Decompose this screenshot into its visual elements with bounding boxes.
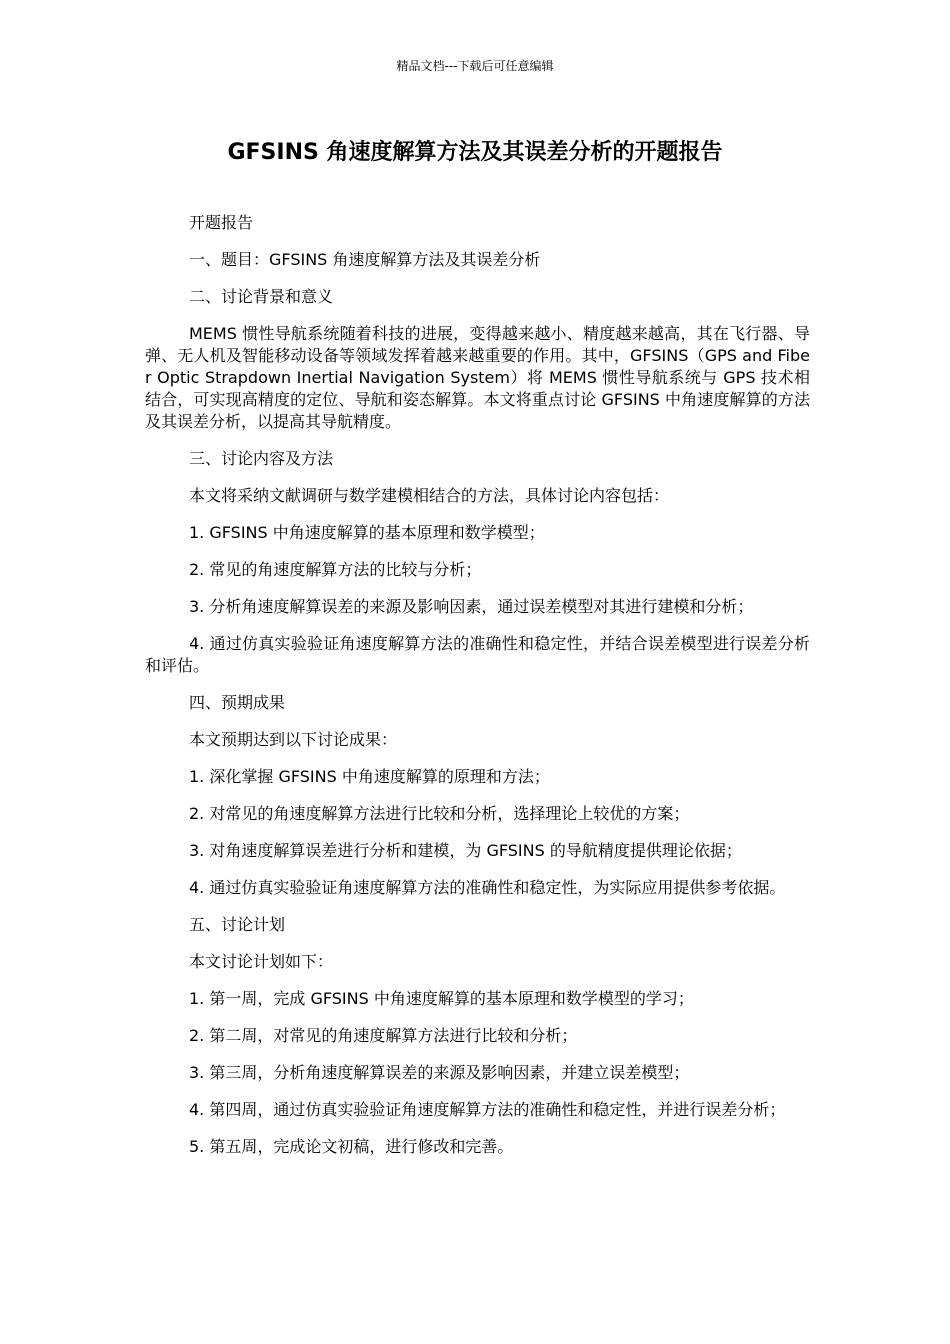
paragraph-report-label: 开题报告 bbox=[189, 213, 254, 232]
paragraph-background: MEMS 惯性导航系统随着科技的进展，变得越来越小、精度越来越高，其在飞行器、导弹、无人机及智能移动设备等领域发挥着越来越重要的作用。其中，GFSINS（GPS and Fiber Optic Strapdown Inertial Navigation System）将 MEMS 惯性导航系统与 GPS 技术相结合，可实现高精度的定位、导航和姿态解算。本文将重点讨论 GFSINS 中角速度解算的方法及其误差分析，以提高其导航精度。 bbox=[145, 324, 810, 431]
section-heading-content: 三、讨论内容及方法 bbox=[189, 449, 334, 468]
list-item: 1. 第一周，完成 GFSINS 中角速度解算的基本原理和数学模型的学习； bbox=[189, 989, 694, 1008]
list-item: 2. 对常见的角速度解算方法进行比较和分析，选择理论上较优的方案； bbox=[189, 804, 690, 823]
list-item: 5. 第五周，完成论文初稿，进行修改和完善。 bbox=[189, 1137, 514, 1156]
paragraph-plan-intro: 本文讨论计划如下： bbox=[189, 952, 334, 971]
list-item: 3. 第三周，分析角速度解算误差的来源及影响因素，并建立误差模型； bbox=[189, 1063, 690, 1082]
header-note: 精品文档---下载后可任意编辑 bbox=[396, 59, 554, 73]
section-heading-plan: 五、讨论计划 bbox=[189, 915, 286, 934]
section-heading-results: 四、预期成果 bbox=[189, 693, 286, 712]
list-item: 1. GFSINS 中角速度解算的基本原理和数学模型； bbox=[189, 523, 545, 542]
list-item: 4. 通过仿真实验验证角速度解算方法的准确性和稳定性，并结合误差模型进行误差分析和评估。 bbox=[145, 634, 810, 675]
document-body bbox=[145, 212, 810, 1158]
list-item: 3. 对角速度解算误差进行分析和建模，为 GFSINS 的导航精度提供理论依据； bbox=[189, 841, 742, 860]
section-topic: 一、题目：GFSINS 角速度解算方法及其误差分析 bbox=[189, 250, 541, 269]
list-item: 3. 分析角速度解算误差的来源及影响因素，通过误差模型对其进行建模和分析； bbox=[189, 597, 754, 616]
list-item: 4. 通过仿真实验验证角速度解算方法的准确性和稳定性，为实际应用提供参考依据。 bbox=[189, 878, 786, 897]
paragraph-results-intro: 本文预期达到以下讨论成果： bbox=[189, 730, 398, 749]
list-item: 2. 常见的角速度解算方法的比较与分析； bbox=[189, 560, 482, 579]
paragraph-content-intro: 本文将采纳文献调研与数学建模相结合的方法，具体讨论内容包括： bbox=[189, 486, 670, 505]
document-title: GFSINS 角速度解算方法及其误差分析的开题报告 bbox=[227, 140, 723, 165]
list-item: 2. 第二周，对常见的角速度解算方法进行比较和分析； bbox=[189, 1026, 578, 1045]
list-item: 4. 第四周，通过仿真实验验证角速度解算方法的准确性和稳定性，并进行误差分析； bbox=[189, 1100, 786, 1119]
section-heading-background: 二、讨论背景和意义 bbox=[189, 287, 334, 306]
list-item: 1. 深化掌握 GFSINS 中角速度解算的原理和方法； bbox=[189, 767, 550, 786]
